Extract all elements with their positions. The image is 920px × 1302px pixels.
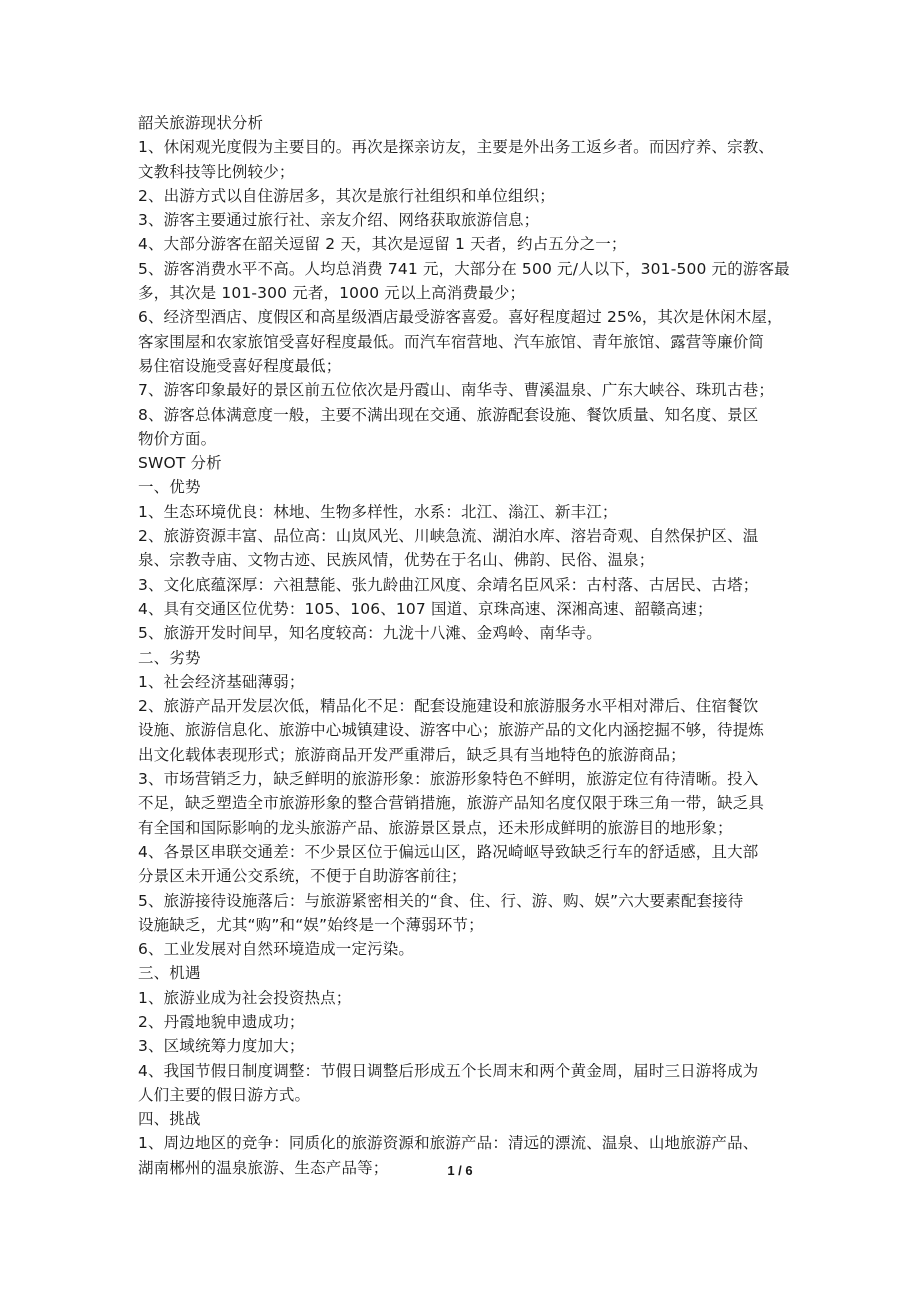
text-line: 4、大部分游客在韶关逗留 2 天，其次是逗留 1 天者，约占五分之一；	[138, 235, 627, 254]
text-line: 5、旅游开发时间早，知名度较高：九泷十八滩、金鸡岭、南华寺。	[138, 624, 602, 643]
text-line: 二、劣势	[138, 648, 201, 667]
text-line: 3、区域统筹力度加大；	[138, 1037, 305, 1056]
text-line: SWOT 分析	[138, 454, 222, 473]
text-line: 2、旅游产品开发层次低，精品化不足：配套设施建设和旅游服务水平相对滞后、住宿餐饮	[138, 697, 759, 716]
text-line: 8、游客总体满意度一般，主要不满出现在交通、旅游配套设施、餐饮质量、知名度、景区	[138, 405, 759, 424]
text-line: 出文化载体表现形式；旅游商品开发严重滞后，缺乏具有当地特色的旅游商品；	[138, 745, 686, 764]
text-line: 设施缺乏，尤其“购”和“娱”始终是一个薄弱环节；	[138, 915, 484, 934]
text-line: 文教科技等比例较少；	[138, 162, 295, 181]
text-line: 三、机遇	[138, 964, 201, 983]
text-line: 有全国和国际影响的龙头旅游产品、旅游景区景点，还未形成鲜明的旅游目的地形象；	[138, 818, 733, 837]
text-line: 1、生态环境优良：林地、生物多样性，水系：北江、滃江、新丰江；	[138, 502, 618, 521]
page-number: 1 / 6	[447, 1163, 473, 1178]
text-line: 4、各景区串联交通差：不少景区位于偏远山区，路况崎岖导致缺乏行车的舒适感，且大部	[138, 842, 759, 861]
text-line: 5、游客消费水平不高。人均总消费 741 元，大部分在 500 元/人以下，301-500 元的游客最	[138, 259, 790, 278]
text-line: 1、旅游业成为社会投资热点；	[138, 988, 352, 1007]
text-line: 1、周边地区的竞争：同质化的旅游资源和旅游产品：清远的漂流、温泉、山地旅游产品、	[138, 1134, 759, 1153]
text-line: 湖南郴州的温泉旅游、生态产品等；	[138, 1158, 389, 1177]
text-line: 3、游客主要通过旅行社、亲友介绍、网络获取旅游信息；	[138, 211, 540, 230]
text-line: 四、挑战	[138, 1110, 201, 1129]
text-line: 一、优势	[138, 478, 201, 497]
text-line: 不足，缺乏塑造全市旅游形象的整合营销措施，旅游产品知名度仅限于珠三角一带，缺乏具	[138, 794, 765, 813]
text-line: 6、工业发展对自然环境造成一定污染。	[138, 940, 415, 959]
text-line: 人们主要的假日游方式。	[138, 1085, 311, 1104]
text-line: 韶关旅游现状分析	[138, 114, 264, 132]
text-line: 6、经济型酒店、度假区和高星级酒店最受游客喜爱。喜好程度超过 25%，其次是休闲木屋，	[138, 308, 783, 327]
text-line: 3、文化底蕴深厚：六祖慧能、张九龄曲江风度、余靖名臣风采：古村落、古居民、古塔；	[138, 575, 759, 594]
text-line: 4、具有交通区位优势：105、106、107 国道、京珠高速、深湘高速、韶赣高速；	[138, 599, 713, 618]
text-line: 5、旅游接待设施落后：与旅游紧密相关的“食、住、行、游、购、娱”六大要素配套接待	[138, 891, 744, 910]
text-line: 多，其次是 101-300 元者，1000 元以上高消费最少；	[138, 284, 526, 303]
text-line: 客家围屋和农家旅馆受喜好程度最低。而汽车宿营地、汽车旅馆、青年旅馆、露营等廉价简	[138, 332, 765, 351]
document-body	[138, 111, 788, 1180]
text-line: 4、我国节假日制度调整：节假日调整后形成五个长周末和两个黄金周，届时三日游将成为	[138, 1061, 759, 1080]
text-line: 物价方面。	[138, 429, 217, 448]
text-line: 泉、宗教寺庙、文物古迹、民族风情，优势在于名山、佛韵、民俗、温泉；	[138, 551, 655, 570]
text-line: 2、出游方式以自住游居多，其次是旅行社组织和单位组织；	[138, 186, 555, 205]
text-line: 分景区未开通公交系统，不便于自助游客前往；	[138, 867, 467, 886]
text-line: 7、游客印象最好的景区前五位依次是丹霞山、南华寺、曹溪温泉、广东大峡谷、珠玑古巷；	[138, 381, 775, 400]
text-line: 3、市场营销乏力，缺乏鲜明的旅游形象：旅游形象特色不鲜明，旅游定位有待清晰。投入	[138, 770, 759, 789]
text-line: 2、旅游资源丰富、品位高：山岚风光、川峡急流、湖泊水库、溶岩奇观、自然保护区、温	[138, 527, 759, 546]
text-line: 2、丹霞地貌申遗成功；	[138, 1012, 305, 1031]
text-line: 1、社会经济基础薄弱；	[138, 672, 305, 691]
text-line: 1、休闲观光度假为主要目的。再次是探亲访友，主要是外出务工返乡者。而因疗养、宗教、	[138, 138, 775, 157]
text-line: 易住宿设施受喜好程度最低；	[138, 356, 342, 375]
text-line: 设施、旅游信息化、旅游中心城镇建设、游客中心；旅游产品的文化内涵挖掘不够，待提炼	[138, 721, 765, 740]
